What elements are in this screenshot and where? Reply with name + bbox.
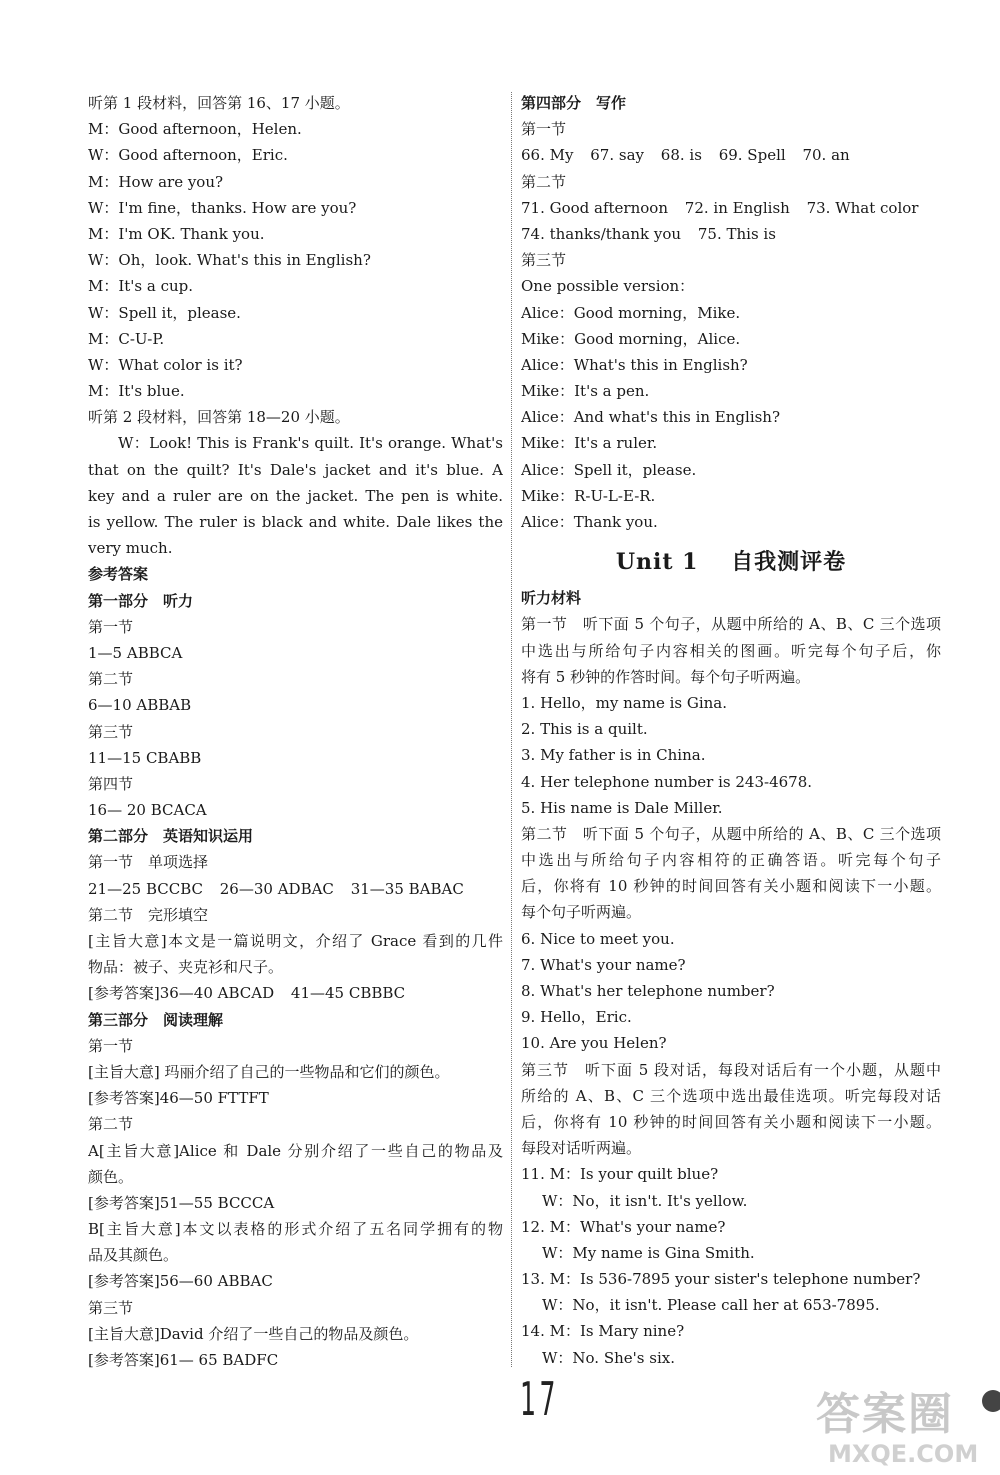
- section-label: 第三节: [521, 251, 567, 270]
- unit-title: [521, 535, 941, 585]
- question-item: 4. Her telephone number is 243-4678.: [521, 772, 813, 791]
- passage-line: is yellow. The ruler is black and white. Dale likes the: [88, 513, 503, 531]
- main-idea-line: 品及其颜色。: [88, 1246, 179, 1265]
- left-column: [88, 90, 503, 1373]
- dialog-line: M：It's a cup.: [88, 277, 194, 296]
- main-idea-line: [主旨大意]David 介绍了一些自己的物品及颜色。: [88, 1324, 419, 1343]
- dialog-line: W：Oh，look. What's this in English?: [88, 251, 371, 270]
- main-idea-line: [主旨大意] 玛丽介绍了自己的一些物品和它们的颜色。: [88, 1062, 450, 1081]
- dialog-line: Mike：It's a ruler.: [521, 434, 658, 453]
- answer-item: 74. thanks/thank you: [521, 224, 682, 243]
- dialog-line: Alice：What's this in English?: [521, 355, 748, 374]
- section-label: 第一节: [88, 1036, 134, 1055]
- answer-group: 31—35 BABAC: [350, 879, 464, 898]
- passage-line: that on the quilt? It's Dale's jacket and it's blue. A: [88, 460, 503, 479]
- question-reply: W：My name is Gina Smith.: [542, 1243, 755, 1262]
- question-item: 6. Nice to meet you.: [521, 929, 675, 948]
- answer-line: [参考答案]56—60 ABBAC: [88, 1272, 273, 1291]
- passage-line: very much.: [88, 539, 173, 558]
- answer-line: [88, 876, 503, 902]
- passage-line: key and a ruler are on the jacket. The pen is white.: [88, 486, 503, 505]
- part-heading: 第三部分 阅读理解: [88, 1010, 224, 1029]
- dialog-line: Mike：R-U-L-E-R.: [521, 486, 656, 505]
- answer-group: [参考答案]36—40 ABCAD: [88, 984, 275, 1003]
- dialog-line: M：It's blue.: [88, 382, 185, 401]
- dialog-line: M：Good afternoon，Helen.: [88, 120, 302, 139]
- question-item: 10. Are you Helen?: [521, 1034, 667, 1053]
- question-item: 7. What's your name?: [521, 955, 686, 974]
- question-item: 11. M：Is your quilt blue?: [521, 1165, 719, 1184]
- main-idea-line: B[主旨大意]本文以表格的形式介绍了五名同学拥有的物: [88, 1220, 503, 1239]
- watermark-url: MXQE.COM: [828, 1440, 979, 1468]
- instruction-line: 每个句子听两遍。: [521, 903, 642, 922]
- section-label: 第一节: [88, 617, 134, 636]
- answers-heading: 参考答案: [88, 565, 149, 584]
- instruction-line: 中选出与所给句子内容相关的图画。听完每个句子后，你: [521, 641, 941, 660]
- question-item: 13. M：Is 536-7895 your sister's telephone number?: [521, 1270, 921, 1289]
- part-heading: 第一部分 听力: [88, 591, 194, 610]
- instruction-line: 后，你将有 10 秒钟的时间回答有关小题和阅读下一小题。: [521, 1112, 941, 1131]
- answer-line: 6—10 ABBAB: [88, 696, 192, 715]
- dialog-line: Alice：And what's this in English?: [521, 408, 781, 427]
- question-item: 9. Hello，Eric.: [521, 1008, 632, 1027]
- answer-group: 21—25 BCCBC: [88, 879, 203, 898]
- dialog-line: Alice：Thank you.: [521, 513, 658, 531]
- question-item: 5. His name is Dale Miller.: [521, 798, 723, 817]
- answer-item: 72. in English: [684, 198, 790, 217]
- dialog-line: Alice：Spell it，please.: [521, 460, 697, 479]
- question-reply: W：No，it isn't. Please call her at 653-7895.: [542, 1296, 880, 1315]
- section-label: 第二节: [88, 670, 134, 689]
- main-idea-line: A[主旨大意]Alice 和 Dale 分别介绍了一些自己的物品及: [88, 1141, 503, 1160]
- dialog-line: Mike：It's a pen.: [521, 382, 650, 401]
- dialog-line: W：Good afternoon，Eric.: [88, 146, 288, 165]
- answer-line: [521, 195, 941, 221]
- dialog-line: W：What color is it?: [88, 355, 243, 374]
- answer-line: [88, 980, 503, 1006]
- main-idea-line: 颜色。: [88, 1167, 134, 1186]
- unit-title-text: 自我测评卷: [731, 549, 847, 576]
- question-item: 12. M：What's your name?: [521, 1217, 726, 1236]
- section-label: 第三节: [88, 1298, 134, 1317]
- answer-item: 66. My: [521, 146, 574, 165]
- part-heading: 第二部分 英语知识运用: [88, 827, 254, 846]
- instruction-line: 每段对话听两遍。: [521, 1139, 642, 1158]
- dialog-line: W：Spell it，please.: [88, 303, 241, 322]
- question-item: 8. What's her telephone number?: [521, 982, 775, 1000]
- section-label: 第一节 单项选择: [88, 853, 209, 872]
- watermark-logo: 答案圈: [816, 1389, 954, 1440]
- text-line: 听第 1 段材料，回答第 16、17 小题。: [88, 94, 350, 112]
- watermark-badge-icon: [982, 1390, 1000, 1412]
- question-item: 3. My father is in China.: [521, 746, 706, 765]
- page-number: 17: [520, 1372, 559, 1426]
- instruction-line: 后，你将有 10 秒钟的时间回答有关小题和阅读下一小题。: [521, 877, 941, 896]
- answer-line: [521, 142, 941, 168]
- dialog-line: Alice：Good morning，Mike.: [521, 303, 741, 322]
- section-label: 第三节: [88, 722, 134, 741]
- right-column: [521, 90, 941, 1371]
- question-item: 14. M：Is Mary nine?: [521, 1322, 685, 1341]
- section-label: 第四节: [88, 774, 134, 793]
- instruction-line: 第三节 听下面 5 段对话，每段对话后有一个小题，从题中: [521, 1060, 941, 1079]
- column-divider: [511, 92, 512, 1367]
- question-reply: W：No，it isn't. It's yellow.: [542, 1191, 748, 1210]
- answer-item: 73. What color: [806, 198, 919, 217]
- answer-item: 68. is: [660, 146, 702, 165]
- answer-item: 70. an: [802, 146, 850, 165]
- unit-title-number: Unit 1: [615, 549, 699, 576]
- question-reply: W：No. She's six.: [542, 1348, 675, 1367]
- section-label: 第一节: [521, 120, 567, 139]
- answer-item: 71. Good afternoon: [521, 198, 668, 217]
- main-idea-line: 物品：被子、夹克衫和尺子。: [88, 958, 284, 977]
- dialog-line: Mike：Good morning，Alice.: [521, 329, 741, 348]
- question-item: 1. Hello，my name is Gina.: [521, 693, 728, 712]
- dialog-line: One possible version：: [521, 277, 695, 296]
- instruction-line: 将有 5 秒钟的作答时间。每个句子听两遍。: [521, 667, 811, 686]
- main-idea-line: [主旨大意]本文是一篇说明文，介绍了 Grace 看到的几件: [88, 932, 503, 950]
- answer-item: 67. say: [590, 146, 644, 165]
- listening-heading: 听力材料: [521, 589, 582, 608]
- answer-item: 75. This is: [697, 224, 776, 243]
- dialog-line: W：I'm fine，thanks. How are you?: [88, 198, 357, 217]
- instruction-line: 第二节 听下面 5 个句子，从题中所给的 A、B、C 三个选项: [521, 824, 941, 843]
- dialog-line: M：C-U-P.: [88, 329, 165, 348]
- answer-line: 16— 20 BCACA: [88, 801, 207, 820]
- section-label: 第二节: [521, 172, 567, 191]
- dialog-line: M：I'm OK. Thank you.: [88, 224, 265, 243]
- instruction-line: 所给的 A、B、C 三个选项中选出最佳选项。听完每段对话: [521, 1086, 941, 1105]
- dialog-line: M：How are you?: [88, 172, 224, 191]
- answer-group: 26—30 ADBAC: [219, 879, 334, 898]
- section-label: 第二节 完形填空: [88, 905, 209, 924]
- instruction-line: 中选出与所给句子内容相符的正确答语。听完每个句子: [521, 851, 941, 870]
- answer-line: [521, 221, 941, 247]
- answer-line: [参考答案]51—55 BCCCA: [88, 1193, 275, 1212]
- answer-line: [参考答案]46—50 FTTFT: [88, 1089, 269, 1108]
- watermark: [806, 1378, 996, 1473]
- answer-item: 69. Spell: [718, 146, 786, 165]
- answer-group: 41—45 CBBBC: [290, 984, 406, 1003]
- instruction-line: 第一节 听下面 5 个句子，从题中所给的 A、B、C 三个选项: [521, 615, 941, 634]
- section-label: 第二节: [88, 1115, 134, 1134]
- part-heading: 第四部分 写作: [521, 94, 627, 112]
- answer-line: 1—5 ABBCA: [88, 643, 183, 662]
- answer-line: 11—15 CBABB: [88, 748, 202, 767]
- question-item: 2. This is a quilt.: [521, 720, 648, 739]
- passage-line: W：Look! This is Frank's quilt. It's orange. What's: [118, 434, 503, 453]
- answer-line: [参考答案]61— 65 BADFC: [88, 1351, 279, 1369]
- text-line: 听第 2 段材料，回答第 18—20 小题。: [88, 408, 350, 427]
